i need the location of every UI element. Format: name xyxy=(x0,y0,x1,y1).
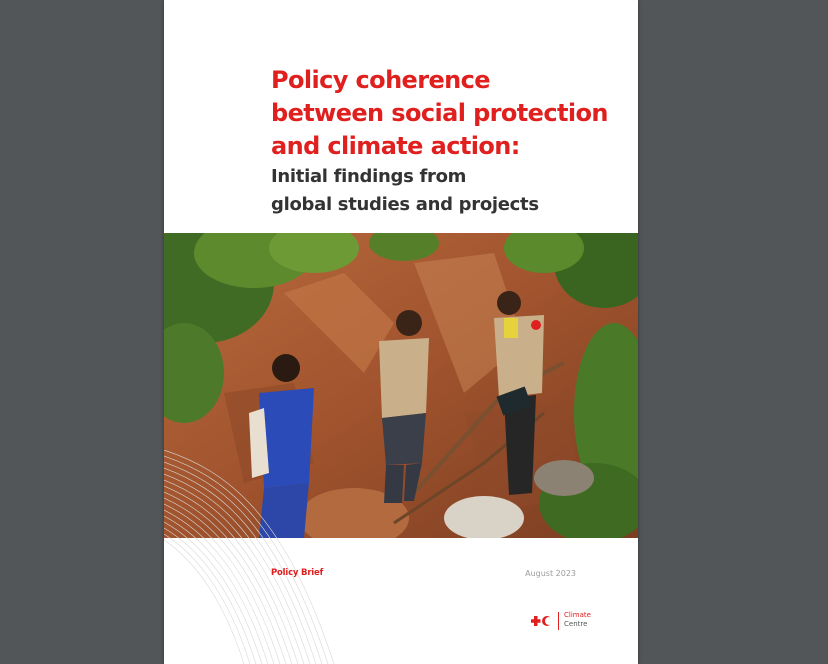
cover-title xyxy=(271,64,631,163)
document-type-label: Policy Brief xyxy=(271,568,324,578)
cover-title-line-1: Policy coherence xyxy=(271,66,490,94)
logo-divider xyxy=(558,612,559,630)
publication-date: August 2023 xyxy=(525,569,576,578)
cover-subtitle xyxy=(271,163,631,219)
document-cover-page xyxy=(164,0,638,664)
climate-centre-logo xyxy=(531,610,611,632)
decorative-line-pattern xyxy=(164,450,364,664)
cover-subtitle-line-1: Initial findings from xyxy=(271,166,467,187)
cover-title-line-3: and climate action: xyxy=(271,132,520,160)
cover-title-line-2: between social protection xyxy=(271,99,608,127)
logo-text xyxy=(564,611,591,629)
logo-text-line-2: Centre xyxy=(564,620,588,628)
cover-subtitle-line-2: global studies and projects xyxy=(271,194,539,215)
red-cross-red-crescent-icon xyxy=(531,614,553,628)
logo-text-line-1: Climate xyxy=(564,611,591,619)
